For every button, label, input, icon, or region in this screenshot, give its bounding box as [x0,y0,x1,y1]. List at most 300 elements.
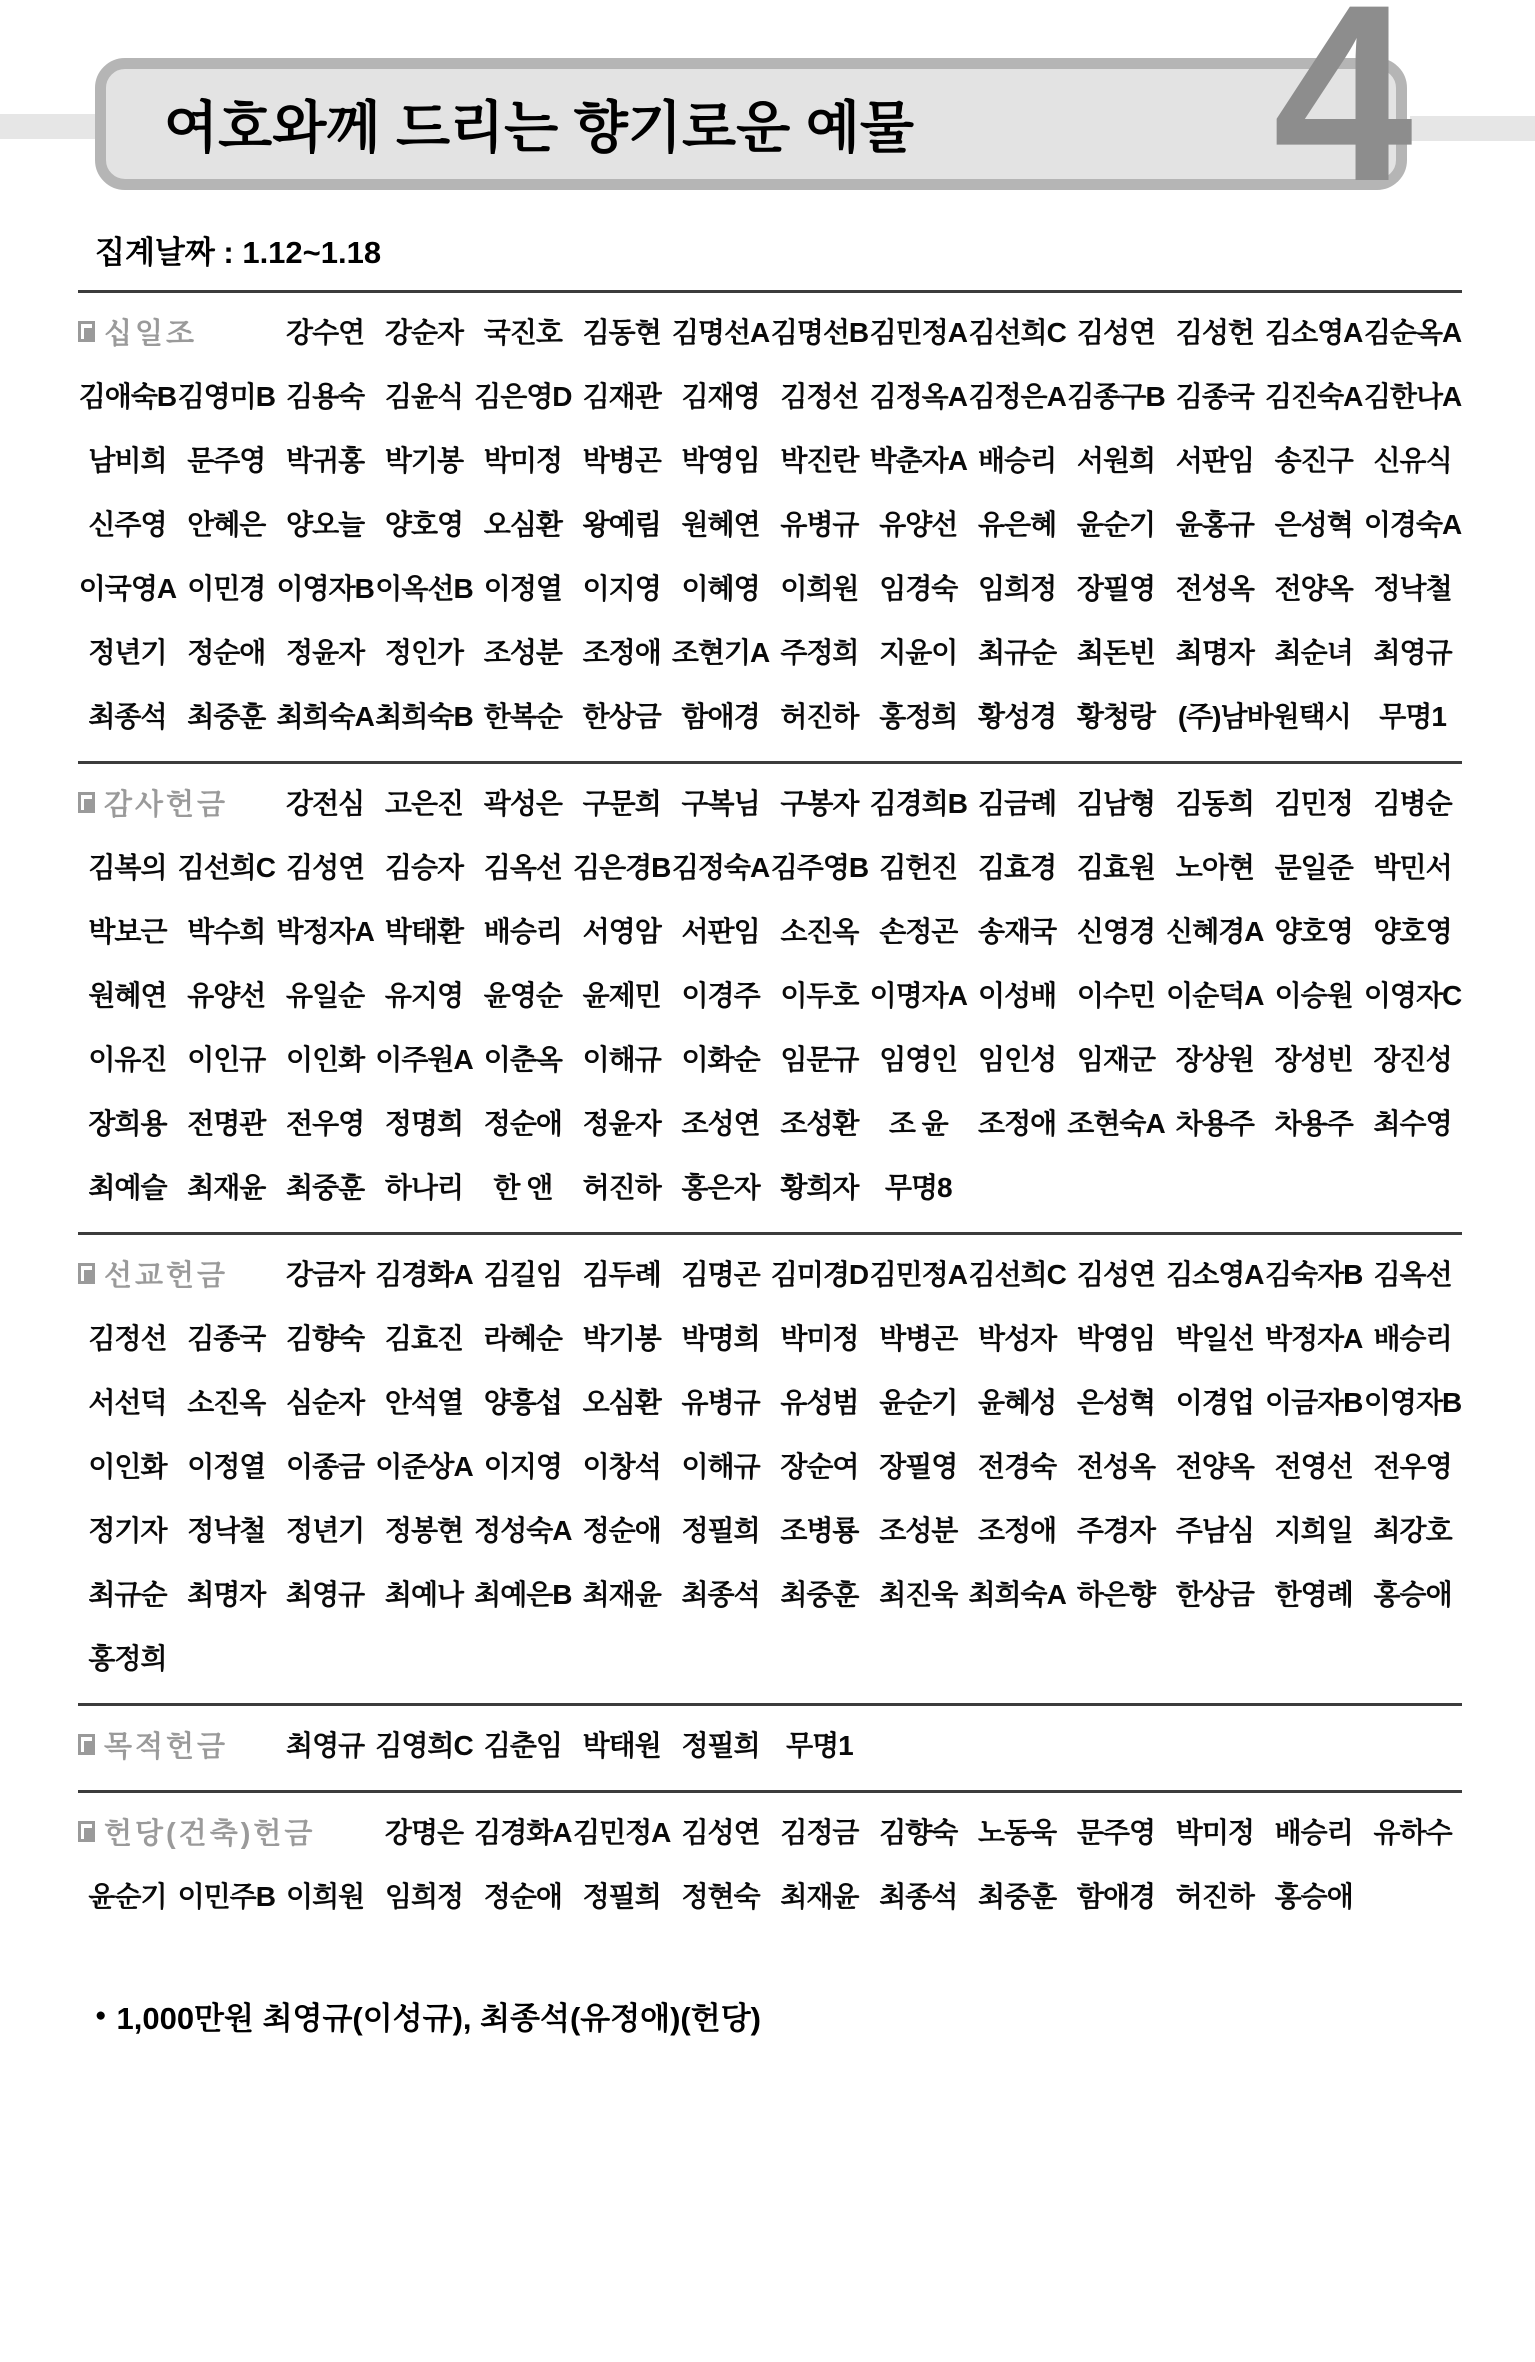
donor-name: 한복순 [483,701,562,732]
donor-name: 김미경D [770,1259,869,1290]
name-row [78,1154,1462,1218]
donor-name: 정성숙A [474,1515,572,1546]
name-row [78,1863,1462,1927]
donor-name: 노아현 [1175,852,1254,883]
donor-name: 전양옥 [1175,1451,1254,1482]
name-row [78,898,1462,962]
donor-name: 김명선A [671,317,770,348]
donor-name: 홍승애 [1274,1881,1353,1912]
section-label-text: 목적헌금 [104,1730,229,1763]
bullet-icon: ● [95,2005,107,2026]
donor-name: 조성환 [780,1108,859,1139]
section-divider [78,1703,1462,1706]
offering-sections [78,290,1462,1927]
donor-name: 김민정A [573,1817,671,1848]
donor-name: 문주영 [187,445,266,476]
donor-name: 고은진 [384,788,464,819]
donor-name: 김춘임 [483,1730,562,1761]
donor-name: 조현기A [671,637,770,668]
donor-name: 구문희 [582,788,661,819]
donor-name: 주정희 [780,637,859,668]
donor-name: 김정옥A [869,381,967,412]
donor-name: 조성연 [681,1108,760,1139]
donor-name: 이희원 [780,573,859,604]
donor-name: 한상금 [1175,1579,1254,1610]
name-row [78,1625,1462,1689]
donor-name: 허진하 [1175,1881,1254,1912]
name-row [78,770,1462,834]
donor-name: 이금자B [1265,1387,1363,1418]
donor-name: 임인성 [978,1044,1057,1075]
donor-name: 이영자C [1363,980,1462,1011]
donor-name: 양호영 [384,509,464,540]
donor-name: 조성분 [483,637,562,668]
donor-name: 최중훈 [780,1579,859,1610]
name-row [78,1305,1462,1369]
donor-name: 서영암 [582,916,661,947]
section-label [78,782,276,823]
section-marker-icon [78,792,95,813]
donor-name: 이종금 [286,1451,365,1482]
section-label-text: 감사헌금 [104,788,229,821]
name-row [78,1090,1462,1154]
donor-name: 박귀홍 [286,445,365,476]
donor-name: 송재국 [978,916,1057,947]
donor-name: 윤혜성 [978,1387,1057,1418]
section-marker-icon [78,1734,95,1755]
section-label [78,311,276,352]
donor-name: 최돈빈 [1076,637,1156,668]
donor-name: 무명8 [884,1172,952,1203]
donor-name: 박수희 [187,916,266,947]
donor-name: 정순애 [187,637,266,668]
donor-name: 정년기 [286,1515,365,1546]
donor-name: 이두호 [780,980,859,1011]
donor-name: 김옥선 [483,852,562,883]
donor-name: 원혜연 [681,509,760,540]
donor-name: 김경화A [474,1817,572,1848]
donor-name: 이혜영 [681,573,760,604]
donor-name: 박기봉 [582,1323,661,1354]
donor-name: 김한나A [1363,381,1462,412]
donor-name: 라혜순 [483,1323,562,1354]
donor-name: 김정숙A [671,852,770,883]
donor-name: 홍정희 [88,1643,167,1674]
donor-name: 전성옥 [1076,1451,1156,1482]
donor-name: 김동희 [1175,788,1254,819]
donor-name: 유지영 [384,980,464,1011]
name-row [78,1561,1462,1625]
donor-name: 김성연 [1076,1259,1156,1290]
donor-name: 원혜연 [88,980,167,1011]
donor-name: 이명자A [869,980,967,1011]
name-row [78,834,1462,898]
donor-name: 김동현 [582,317,661,348]
donor-name: 박영임 [681,445,760,476]
donor-name: 홍은자 [681,1172,760,1203]
donor-name: 한상금 [582,701,661,732]
section-divider [78,761,1462,764]
donor-name: 정낙철 [1373,573,1452,604]
donor-name: 무명1 [786,1730,853,1761]
donor-name: 장순여 [780,1451,859,1482]
donor-name: 김효진 [384,1323,464,1354]
name-row [78,555,1462,619]
donor-name: 최희숙A [276,701,374,732]
donor-name: 김옥선 [1373,1259,1452,1290]
donor-name: 이경업 [1175,1387,1254,1418]
donor-name: 전우영 [1373,1451,1452,1482]
donor-name: 유하수 [1373,1817,1452,1848]
donor-name: 김두례 [582,1259,661,1290]
donor-name: 신영경 [1076,916,1156,947]
donor-name: 국진호 [483,317,562,348]
donor-name: 김재관 [582,381,661,412]
donor-name: 이정열 [187,1451,266,1482]
donor-name: 김성헌 [1175,317,1254,348]
name-row [78,619,1462,683]
donor-name: 박명희 [681,1323,760,1354]
donor-name: 최영규 [286,1730,365,1761]
donor-name: 이주원A [375,1044,473,1075]
donor-name: 김승자 [384,852,464,883]
donor-name: 양호영 [1373,916,1452,947]
section-label [78,1724,276,1765]
donor-name: 김복의 [88,852,167,883]
donor-name: 최규순 [978,637,1057,668]
donor-name: 정인가 [384,637,464,668]
donor-name: 최명자 [187,1579,266,1610]
donor-name: 양오늘 [286,509,365,540]
decor-band-right [1410,116,1535,141]
donor-name: 정기자 [88,1515,167,1546]
donor-name: 배승리 [1274,1817,1353,1848]
donor-name: 최재윤 [780,1881,859,1912]
section-marker-icon [78,321,95,342]
donor-name: 강금자 [286,1259,365,1290]
donor-name: 최종석 [681,1579,760,1610]
donor-name: 최예나 [384,1579,464,1610]
name-row [78,363,1462,427]
donor-name: 김남형 [1076,788,1156,819]
donor-name: 이인화 [286,1044,365,1075]
donor-name: 김민정A [869,317,967,348]
donor-name: 김헌진 [879,852,958,883]
donor-name: 왕예림 [582,509,661,540]
tally-date: 집계날짜 : 1.12~1.18 [95,235,382,270]
donor-name: 소진옥 [187,1387,266,1418]
donor-name: 조 윤 [888,1108,948,1139]
donor-name: 정낙철 [187,1515,266,1546]
donor-name: 문주영 [1076,1817,1156,1848]
donor-name: 김정은A [968,381,1066,412]
donor-name: 이해규 [681,1451,760,1482]
donor-name: 함애경 [681,701,760,732]
donor-name: 신유식 [1373,445,1452,476]
donor-name: 최희숙A [968,1579,1066,1610]
footnote-text: 1,000만원 최영규(이성규), 최종석(유정애)(헌당) [116,2001,761,2036]
donor-name: 김정선 [88,1323,167,1354]
donor-name: 최수영 [1373,1108,1452,1139]
donor-name: 전우영 [286,1108,365,1139]
donor-name: 김길임 [483,1259,562,1290]
donor-name: 최영규 [286,1579,365,1610]
section-divider [78,1790,1462,1793]
donor-name: 김종구B [1067,381,1165,412]
donor-name: 이창석 [582,1451,661,1482]
section-label [78,1253,276,1294]
donor-name: 정필희 [582,1881,661,1912]
donor-name: 남비희 [88,445,167,476]
donor-name: 박민서 [1373,852,1452,883]
donor-name: 하은향 [1076,1579,1156,1610]
donor-name: 전명관 [187,1108,266,1139]
donor-name: 최예슬 [88,1172,167,1203]
name-row [78,683,1462,747]
donor-name: 전영선 [1274,1451,1353,1482]
donor-name: 박미정 [483,445,562,476]
donor-name: 송진구 [1274,445,1353,476]
donor-name: 배승리 [483,916,562,947]
donor-name: 신혜경A [1166,916,1264,947]
donor-name: 최희숙B [375,701,473,732]
donor-name: 임문규 [780,1044,859,1075]
donor-name: 최규순 [88,1579,167,1610]
donor-name: 김종국 [187,1323,266,1354]
donor-name: 김선희C [968,1259,1066,1290]
donor-name: 홍정희 [879,701,958,732]
donor-name: 박병곤 [582,445,661,476]
donor-name: 정필희 [681,1730,760,1761]
donor-name: 박정자A [276,916,374,947]
donor-name: 최강호 [1373,1515,1452,1546]
donor-name: 김명선B [770,317,869,348]
donor-name: 박미정 [1175,1817,1254,1848]
donor-name: 이옥선B [375,573,473,604]
donor-name: 이경주 [681,980,760,1011]
donor-name: 이영자B [1363,1387,1462,1418]
donor-name: 홍승애 [1373,1579,1452,1610]
donor-name: 김정선 [780,381,859,412]
donor-name: 조정애 [978,1515,1057,1546]
donor-name: 조현숙A [1067,1108,1165,1139]
donor-name: 이화순 [681,1044,760,1075]
donor-name: 정봉현 [384,1515,464,1546]
donor-name: 박기봉 [384,445,464,476]
donor-name: 유병규 [780,509,859,540]
donor-name: 최중훈 [978,1881,1057,1912]
donor-name: 이정열 [483,573,562,604]
donor-name: 장필영 [1076,573,1156,604]
donor-name: 윤순기 [1076,509,1156,540]
donor-name: 강수연 [286,317,365,348]
donor-name: 최종석 [88,701,167,732]
donor-name: 박병곤 [879,1323,958,1354]
donor-name: 한 앤 [493,1172,553,1203]
name-row [78,1497,1462,1561]
donor-name: 최예은B [474,1579,572,1610]
name-row [78,1241,1462,1305]
donor-name: 김향숙 [286,1323,365,1354]
donor-name: 안석열 [384,1387,464,1418]
donor-name: 전성옥 [1175,573,1254,604]
donor-name: 이지영 [483,1451,562,1482]
donor-name: 지희일 [1274,1515,1353,1546]
donor-name: 김재영 [681,381,760,412]
donor-name: 유양선 [187,980,266,1011]
name-row [78,1433,1462,1497]
name-row [78,1799,1462,1863]
donor-name: 정명희 [384,1108,464,1139]
donor-name: 신주영 [88,509,167,540]
donor-name: 무명1 [1379,701,1446,732]
donor-name: 전경숙 [978,1451,1057,1482]
donor-name: 장희용 [88,1108,167,1139]
donor-name: 김영미B [177,381,275,412]
donor-name: 김종국 [1175,381,1254,412]
donor-name: 배승리 [1373,1323,1452,1354]
donor-name: 안혜은 [187,509,266,540]
donor-name: 임희정 [978,573,1057,604]
donor-name: 최중훈 [286,1172,365,1203]
donor-name: 주남심 [1175,1515,1254,1546]
donor-name: 정순애 [483,1108,562,1139]
name-row [78,962,1462,1026]
donor-name: 이민경 [187,573,266,604]
donor-name: 김민정 [1274,788,1353,819]
donor-name: 이승원 [1274,980,1353,1011]
donor-name: 박진란 [780,445,859,476]
donor-name: 김윤식 [384,381,464,412]
donor-name: 이수민 [1076,980,1156,1011]
donor-name: 이춘옥 [483,1044,562,1075]
donor-name: 김성연 [1076,317,1156,348]
name-row [78,1712,1462,1776]
donor-name: 김소영A [1265,317,1363,348]
donor-name: 김명곤 [681,1259,760,1290]
donor-name: 하나리 [384,1172,464,1203]
page-header [0,0,1535,234]
donor-name: 임영인 [879,1044,958,1075]
donor-name: 김효원 [1076,852,1156,883]
donor-name: 최순녀 [1274,637,1353,668]
donor-name: 정년기 [88,637,167,668]
donor-name: 이순덕A [1166,980,1264,1011]
donor-name: 강순자 [384,317,464,348]
donor-name: 이인규 [187,1044,266,1075]
donor-name: 김진숙A [1265,381,1363,412]
section-divider [78,290,1462,293]
donor-name: 이영자B [276,573,374,604]
donor-name: 박보근 [88,916,167,947]
donor-name: 오심환 [582,1387,661,1418]
donor-name: 김향숙 [879,1817,958,1848]
donor-name: 김정금 [780,1817,859,1848]
donor-name: 장성빈 [1274,1044,1353,1075]
donor-name: 정윤자 [286,637,365,668]
donor-name: 주경자 [1076,1515,1156,1546]
donor-name: 이인화 [88,1451,167,1482]
donor-name: 서원희 [1076,445,1156,476]
donor-name: 최영규 [1373,637,1452,668]
donor-name: 유병규 [681,1387,760,1418]
donor-name: 김병순 [1373,788,1452,819]
footnote [95,1993,1535,2038]
donor-name: 김성연 [681,1817,760,1848]
donor-name: 김효경 [978,852,1057,883]
name-row [78,1026,1462,1090]
donor-name: 장상원 [1175,1044,1254,1075]
donor-name: 이지영 [582,573,661,604]
donor-name: 김주영B [770,852,869,883]
donor-name: 서판임 [1175,445,1254,476]
donor-name: 지윤이 [879,637,958,668]
donor-name: 양호영 [1274,916,1353,947]
donor-name: 황성경 [978,701,1057,732]
donor-name: 박영임 [1076,1323,1156,1354]
donor-name: 이민주B [177,1881,275,1912]
donor-name: 황희자 [780,1172,859,1203]
donor-name: 박태원 [582,1730,661,1761]
section-label-text: 십일조 [104,317,198,350]
donor-name: 김소영A [1166,1259,1264,1290]
donor-name: (주)남바원택시 [1177,701,1351,732]
donor-name: 이경숙A [1363,509,1462,540]
donor-name: 정현숙 [681,1881,760,1912]
name-row [78,299,1462,363]
donor-name: 김경희B [869,788,967,819]
donor-name: 김영희C [375,1730,473,1761]
donor-name: 허진하 [582,1172,661,1203]
donor-name: 이국영A [78,573,177,604]
donor-name: 배승리 [978,445,1057,476]
donor-name: 김경화A [375,1259,473,1290]
section-label-text: 선교헌금 [104,1259,229,1292]
donor-name: 윤순기 [879,1387,958,1418]
donor-name: 손정곤 [879,916,958,947]
donor-name: 정순애 [483,1881,562,1912]
donor-name: 최중훈 [187,701,266,732]
donor-name: 한영례 [1274,1579,1353,1610]
donor-name: 유은혜 [978,509,1057,540]
donor-name: 박성자 [978,1323,1057,1354]
donor-name: 이해규 [582,1044,661,1075]
donor-name: 이성배 [978,980,1057,1011]
donor-name: 유양선 [879,509,958,540]
donor-name: 오심환 [483,509,562,540]
donor-name: 윤홍규 [1175,509,1254,540]
donor-name: 구복님 [681,788,760,819]
name-row [78,491,1462,555]
donor-name: 은성혁 [1274,509,1353,540]
donor-name: 윤제민 [582,980,661,1011]
donor-name: 소진옥 [780,916,859,947]
donor-name: 장진성 [1373,1044,1452,1075]
donor-name: 조정애 [978,1108,1057,1139]
name-row [78,427,1462,491]
donor-name: 임희정 [384,1881,464,1912]
donor-name: 이준상A [375,1451,473,1482]
donor-name: 윤영순 [483,980,562,1011]
donor-name: 유일순 [286,980,365,1011]
donor-name: 황청랑 [1076,701,1156,732]
donor-name: 서판임 [681,916,760,947]
donor-name: 조성분 [879,1515,958,1546]
donor-name: 김금례 [978,788,1057,819]
donor-name: 박일선 [1175,1323,1254,1354]
section-label [78,1811,375,1852]
donor-name: 허진하 [780,701,859,732]
